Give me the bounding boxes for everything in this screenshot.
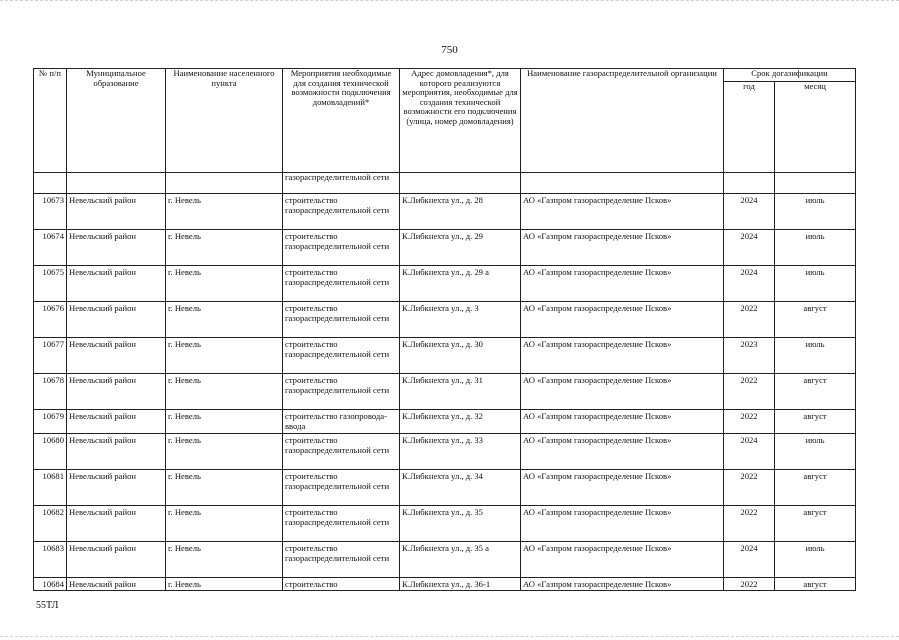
cell-month: август <box>775 578 856 591</box>
cell-address: К.Либкнехта ул., д. 35 <box>400 506 521 542</box>
cell-num: 10677 <box>34 338 67 374</box>
table-row-continuation <box>34 173 856 194</box>
cell-municipality: Невельский район <box>67 266 166 302</box>
cell-year: 2023 <box>724 338 775 374</box>
cell-num: 10673 <box>34 194 67 230</box>
header-municipality: Муниципальное образование <box>67 69 166 173</box>
cell-address: К.Либкнехта ул., д. 35 а <box>400 542 521 578</box>
table-row <box>34 506 856 542</box>
table-row <box>34 338 856 374</box>
cell-measures: строительство газораспределительной сети <box>283 338 400 374</box>
cell-month: август <box>775 410 856 434</box>
cell-organization: АО «Газпром газораспределение Псков» <box>521 374 724 410</box>
cell-municipality: Невельский район <box>67 542 166 578</box>
cell-num: 10675 <box>34 266 67 302</box>
cell-year: 2024 <box>724 230 775 266</box>
cell-organization: АО «Газпром газораспределение Псков» <box>521 338 724 374</box>
cell-organization: АО «Газпром газораспределение Псков» <box>521 230 724 266</box>
cell-num: 10684 <box>34 578 67 591</box>
cell-measures: строительство газораспределительной сети <box>283 542 400 578</box>
cell-organization: АО «Газпром газораспределение Псков» <box>521 470 724 506</box>
cell-num: 10683 <box>34 542 67 578</box>
cell-measures: строительство газораспределительной сети <box>283 434 400 470</box>
header-address: Адрес домовладения*, для которого реализуются мероприятия, необходимые для создания технической возможности его подключения (улица, номер домовладения) <box>400 69 521 173</box>
table-row <box>34 410 856 434</box>
cell-measures: строительство газораспределительной сети <box>283 194 400 230</box>
cell-year: 2024 <box>724 434 775 470</box>
cell-measures: строительство газораспределительной сети <box>283 302 400 338</box>
cell-measures: строительство газопровода-ввода <box>283 410 400 434</box>
header-month: месяц <box>775 82 856 173</box>
cell-address: К.Либкнехта ул., д. 36-1 <box>400 578 521 591</box>
cell-address: К.Либкнехта ул., д. 34 <box>400 470 521 506</box>
cell-address: К.Либкнехта ул., д. 33 <box>400 434 521 470</box>
header-num: № п/п <box>34 69 67 173</box>
header-organization: Наименование газораспределительной организации <box>521 69 724 173</box>
cell-month: июль <box>775 338 856 374</box>
table-row <box>34 266 856 302</box>
cell-num: 10681 <box>34 470 67 506</box>
cell-month: август <box>775 506 856 542</box>
cell-num: 10678 <box>34 374 67 410</box>
cell-municipality: Невельский район <box>67 434 166 470</box>
table-row <box>34 470 856 506</box>
cell-address: К.Либкнехта ул., д. 30 <box>400 338 521 374</box>
cell-municipality: Невельский район <box>67 578 166 591</box>
cell-measures: строительство <box>283 578 400 591</box>
cell-year: 2022 <box>724 374 775 410</box>
cell-address: К.Либкнехта ул., д. 29 <box>400 230 521 266</box>
cell-num: 10674 <box>34 230 67 266</box>
cell-settlement: г. Невель <box>166 374 283 410</box>
cell-settlement: г. Невель <box>166 230 283 266</box>
cell-organization: АО «Газпром газораспределение Псков» <box>521 434 724 470</box>
cell-settlement: г. Невель <box>166 194 283 230</box>
cell-address: К.Либкнехта ул., д. 31 <box>400 374 521 410</box>
cell-organization: АО «Газпром газораспределение Псков» <box>521 266 724 302</box>
cell-measures: строительство газораспределительной сети <box>283 230 400 266</box>
cell-year: 2024 <box>724 194 775 230</box>
cell-organization: АО «Газпром газораспределение Псков» <box>521 578 724 591</box>
cell-year: 2022 <box>724 578 775 591</box>
cell-month: август <box>775 374 856 410</box>
cell-measures: газораспределительной сети <box>283 173 400 194</box>
header-year: год <box>724 82 775 173</box>
cell-municipality: Невельский район <box>67 230 166 266</box>
cell-municipality: Невельский район <box>67 338 166 374</box>
cell-year: 2022 <box>724 410 775 434</box>
gasification-table <box>33 68 856 591</box>
table-row <box>34 230 856 266</box>
cell-measures: строительство газораспределительной сети <box>283 470 400 506</box>
cell-address: К.Либкнехта ул., д. 28 <box>400 194 521 230</box>
cell-municipality: Невельский район <box>67 410 166 434</box>
cell-num: 10682 <box>34 506 67 542</box>
table-row <box>34 542 856 578</box>
cell-month: июль <box>775 266 856 302</box>
cell-settlement: г. Невель <box>166 410 283 434</box>
cell-num: 10680 <box>34 434 67 470</box>
cell-measures: строительство газораспределительной сети <box>283 266 400 302</box>
cell-month: август <box>775 470 856 506</box>
table-row <box>34 578 856 591</box>
footer-code: 55ТЛ <box>36 600 59 611</box>
table-row <box>34 194 856 230</box>
cell-year: 2024 <box>724 266 775 302</box>
cell-year: 2022 <box>724 506 775 542</box>
cell-num: 10676 <box>34 302 67 338</box>
cell-settlement: г. Невель <box>166 506 283 542</box>
table-row <box>34 434 856 470</box>
page-number: 750 <box>441 44 458 56</box>
header-measures: Мероприятия необходимые для создания технической возможности подключения домовладений* <box>283 69 400 173</box>
cell-year: 2022 <box>724 470 775 506</box>
table-row <box>34 374 856 410</box>
cell-year: 2024 <box>724 542 775 578</box>
cell-organization: АО «Газпром газораспределение Псков» <box>521 302 724 338</box>
cell-measures: строительство газораспределительной сети <box>283 506 400 542</box>
cell-municipality: Невельский район <box>67 194 166 230</box>
cell-municipality: Невельский район <box>67 506 166 542</box>
header-settlement: Наименование населенного пункта <box>166 69 283 173</box>
cell-month: август <box>775 302 856 338</box>
cell-month: июль <box>775 230 856 266</box>
cell-num: 10679 <box>34 410 67 434</box>
cell-month: июль <box>775 542 856 578</box>
cell-year: 2022 <box>724 302 775 338</box>
cell-organization: АО «Газпром газораспределение Псков» <box>521 194 724 230</box>
cell-measures: строительство газораспределительной сети <box>283 374 400 410</box>
cell-settlement: г. Невель <box>166 434 283 470</box>
cell-municipality: Невельский район <box>67 470 166 506</box>
cell-address: К.Либкнехта ул., д. 32 <box>400 410 521 434</box>
cell-municipality: Невельский район <box>67 302 166 338</box>
scan-edge-top <box>0 0 899 5</box>
scan-edge-bottom <box>0 632 899 637</box>
cell-settlement: г. Невель <box>166 542 283 578</box>
cell-address: К.Либкнехта ул., д. 29 а <box>400 266 521 302</box>
cell-address: К.Либкнехта ул., д. 3 <box>400 302 521 338</box>
cell-settlement: г. Невель <box>166 302 283 338</box>
header-term: Срок догазификации <box>724 69 856 82</box>
cell-organization: АО «Газпром газораспределение Псков» <box>521 506 724 542</box>
cell-municipality: Невельский район <box>67 374 166 410</box>
cell-settlement: г. Невель <box>166 470 283 506</box>
cell-organization: АО «Газпром газораспределение Псков» <box>521 410 724 434</box>
cell-month: июль <box>775 194 856 230</box>
cell-organization: АО «Газпром газораспределение Псков» <box>521 542 724 578</box>
table-row <box>34 302 856 338</box>
cell-month: июль <box>775 434 856 470</box>
cell-settlement: г. Невель <box>166 266 283 302</box>
cell-settlement: г. Невель <box>166 578 283 591</box>
table-body <box>34 173 856 591</box>
cell-settlement: г. Невель <box>166 338 283 374</box>
